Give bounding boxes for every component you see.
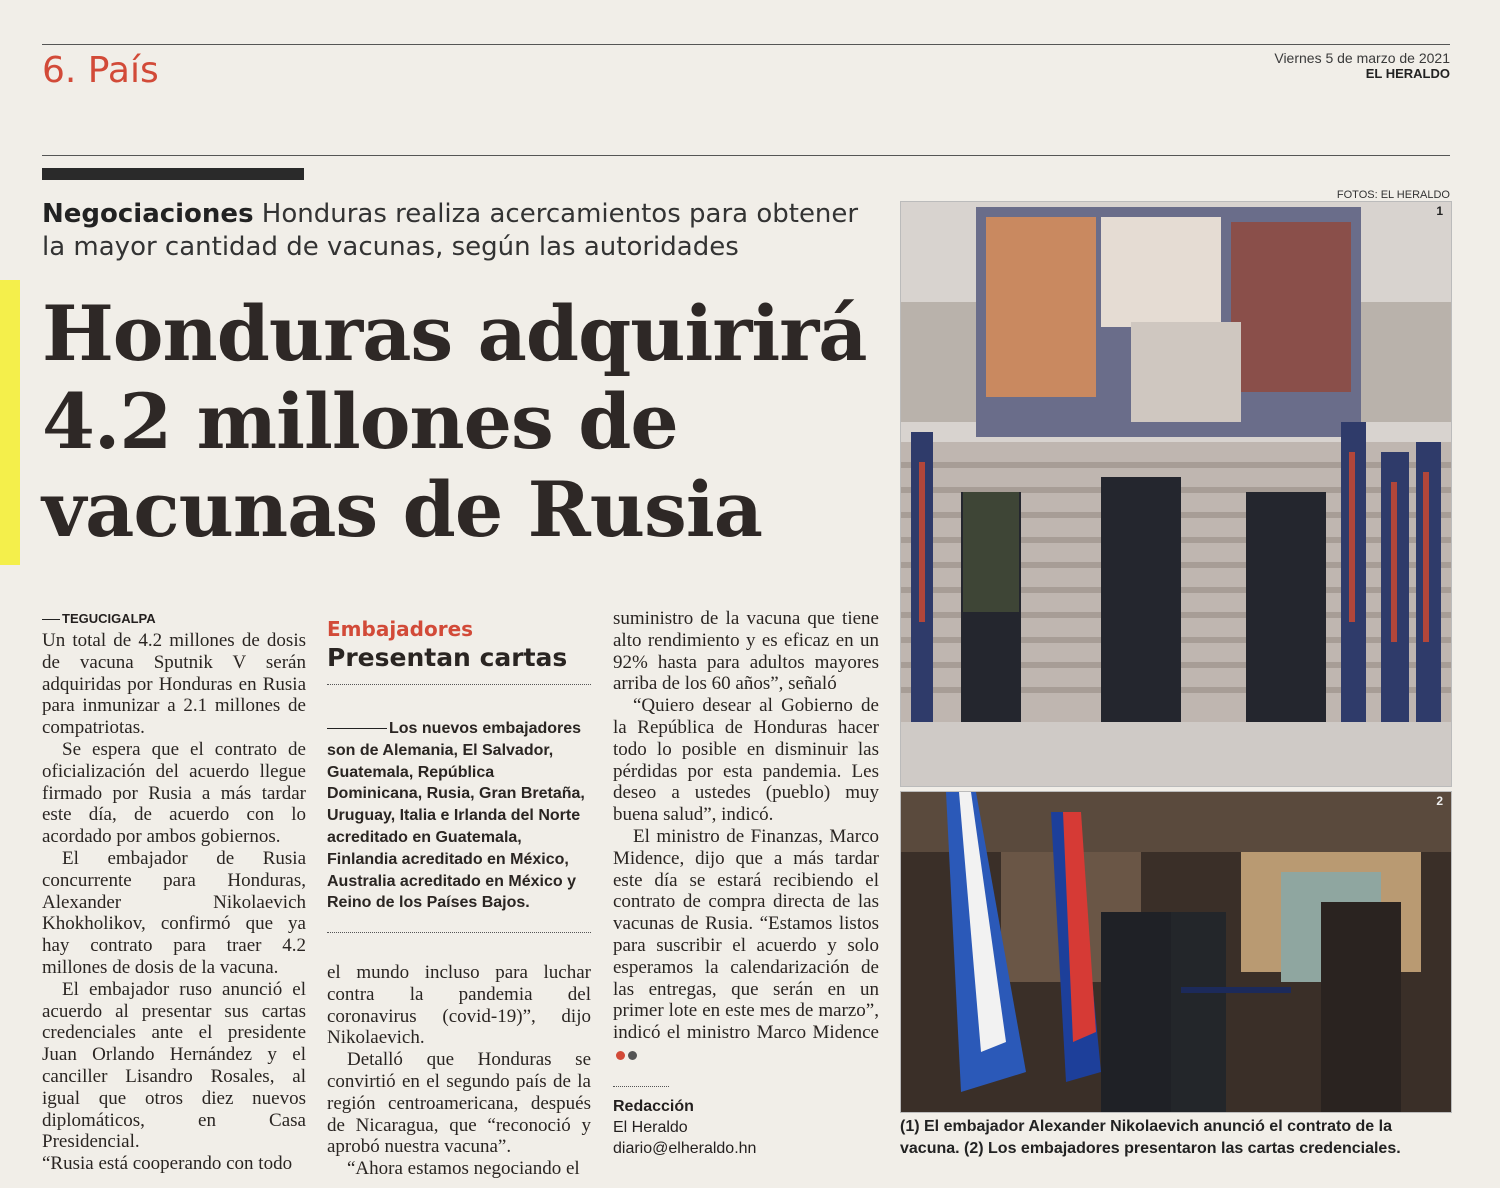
headline-line: Honduras adquirirá bbox=[42, 289, 867, 378]
article-column-1 bbox=[42, 630, 306, 1175]
photo-number: 2 bbox=[1436, 794, 1443, 808]
paragraph: El embajador de Rusia concurrente para Honduras, Alexander Nikolaevich Khokholikov, confirmó que ya hay contrato para traer 4.2 millones de dosis de la vacuna. bbox=[42, 847, 306, 978]
photo-credit: FOTOS: EL HERALDO bbox=[1336, 189, 1450, 201]
paragraph: El ministro de Finanzas, Marco Midence, dijo que a más tardar este día se estará recibiendo el contrato de compra directa de las vacunas de Rusia. “Estamos listos para suscribir el acuerdo y solo esperamos la calendarización de las entregas, que serán en un primer lote en este mes de marzo”, indicó el ministro Marco Midence bbox=[613, 826, 879, 1066]
paragraph: Un total de 4.2 millones de dosis de vacuna Sputnik V serán adquiridas por Honduras en Rusia para inmunizar a 2.1 millones de compatriotas. bbox=[42, 630, 306, 739]
headline-line: vacunas de Rusia bbox=[42, 465, 762, 554]
photo-credentials bbox=[900, 791, 1452, 1113]
kicker bbox=[42, 198, 872, 264]
paragraph: Se espera que el contrato de oficialización del acuerdo llegue firmado por Rusia a más tardar este día, de acuerdo con lo acordado por ambos gobiernos. bbox=[42, 738, 306, 848]
byline bbox=[613, 1096, 756, 1159]
headline bbox=[42, 290, 892, 554]
article-column-3 bbox=[613, 608, 879, 1066]
kicker-bar bbox=[42, 168, 304, 180]
photo-ceremony-image bbox=[901, 202, 1451, 786]
end-mark-icon bbox=[616, 1051, 625, 1060]
byline-email: diario@elheraldo.hn bbox=[613, 1140, 757, 1157]
byline-name: El Heraldo bbox=[613, 1119, 688, 1136]
photo-ceremony-staircase bbox=[900, 201, 1452, 787]
kicker-label: Negociaciones bbox=[42, 199, 254, 229]
header-rule bbox=[42, 155, 1450, 156]
photo-caption: (1) El embajador Alexander Nikolaevich anunció el contrato de la vacuna. (2) Los embajadores presentaron las cartas credenciales. bbox=[900, 1118, 1401, 1157]
divider bbox=[327, 932, 591, 933]
headline-line: 4.2 millones de bbox=[42, 377, 678, 466]
paragraph: suministro de la vacuna que tiene alto rendimiento y es eficaz en un 92% hasta para adultos mayores arriba de los 60 años”, señaló bbox=[613, 608, 879, 695]
paragraph: El embajador ruso anunció el acuerdo al presentar sus cartas credenciales ante el presidente Juan Orlando Hernández y el canciller Lisandro Rosales, al igual que otros diez nuevos diplomáticos, en Casa Presidencial. bbox=[42, 978, 306, 1153]
photo-credentials-image bbox=[901, 792, 1451, 1112]
section-title: 6. País bbox=[42, 50, 159, 91]
top-rule bbox=[42, 44, 1450, 45]
byline-label: Redacción bbox=[613, 1098, 694, 1115]
sidebar-title: Presentan cartas bbox=[327, 643, 568, 672]
newspaper-name: EL HERALDO bbox=[1365, 66, 1450, 81]
yellow-highlight-mark bbox=[0, 280, 20, 565]
sidebar-body: Los nuevos embajadores son de Alemania, El Salvador, Guatemala, República Dominicana, Rusia, Gran Bretaña, Uruguay, Italia e Irlanda del Norte acreditado en Guatemala, Finlandia acreditado en México, Australia acreditado en México y Reino de los Países Bajos. bbox=[327, 720, 585, 912]
paragraph: “Quiero desear al Gobierno de la República de Honduras hacer todo lo posible en disminuir las pérdidas por esta pandemia. Les deseo a ustedes (pueblo) muy buena salud”, indicó. bbox=[613, 695, 879, 826]
paragraph: el mundo incluso para luchar contra la pandemia del coronavirus (covid-19)”, dijo Nikolaevich. bbox=[327, 962, 591, 1049]
paragraph: Detalló que Honduras se convirtió en el segundo país de la región centroamericana, después de Nicaragua, que “reconoció y aprobó nuestra vacuna”. bbox=[327, 1049, 591, 1158]
sidebar-label: Embajadores bbox=[327, 617, 474, 641]
paragraph: “Rusia está cooperando con todo bbox=[42, 1153, 293, 1175]
end-mark-icon bbox=[628, 1051, 637, 1060]
paragraph: “Ahora estamos negociando el bbox=[347, 1158, 580, 1180]
kicker-text: Honduras realiza acercamientos para obtener la mayor cantidad de vacunas, según las autoridades bbox=[42, 199, 859, 262]
issue-date: Viernes 5 de marzo de 2021 bbox=[1274, 50, 1450, 66]
dateline: TEGUCIGALPA bbox=[42, 611, 156, 626]
article-column-2 bbox=[327, 962, 591, 1180]
divider bbox=[327, 684, 591, 685]
photo-number: 1 bbox=[1436, 204, 1443, 218]
divider bbox=[613, 1086, 669, 1087]
